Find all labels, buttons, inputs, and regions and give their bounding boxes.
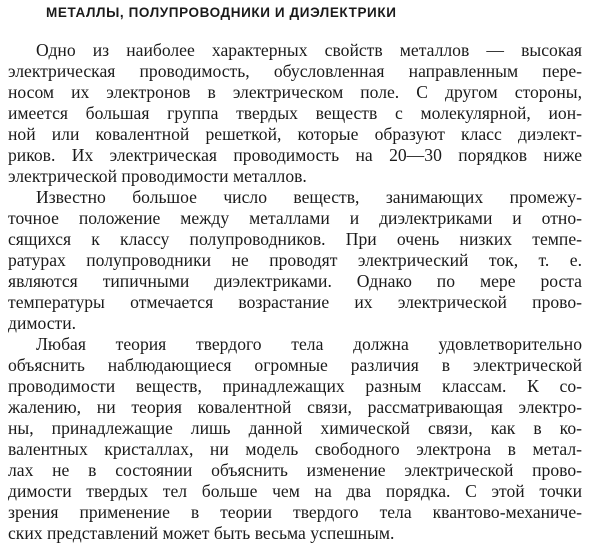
text-line: ских представлений может быть весьма успешным. xyxy=(8,523,395,543)
text-line: электрической проводимости металлов. xyxy=(8,166,307,186)
text-line: димости твердых тел больше чем на два порядка. С этой точки xyxy=(8,481,582,501)
paragraph-semiconductors xyxy=(8,187,582,334)
text-line: лах не в состоянии объяснить изменение электрической прово- xyxy=(8,460,582,480)
text-line: являются типичными диэлектриками. Однако по мере роста xyxy=(8,271,582,291)
text-line: проводимости веществ, принадлежащих разным классам. К со- xyxy=(8,376,582,396)
paragraph-metals xyxy=(8,40,582,187)
text-line: валентных кристаллах, ни модель свободного электрона в метал- xyxy=(8,439,582,459)
text-line: точное положение между металлами и диэлектриками и отно- xyxy=(8,208,582,228)
text-line: объяснить наблюдающиеся огромные различия в электрической xyxy=(8,355,582,375)
text-line: ратурах полупроводники не проводят электрический ток, т. е. xyxy=(8,250,582,270)
text-line: ной или ковалентной решеткой, которые образуют класс диэлект- xyxy=(8,124,582,144)
text-line: зрения применение в теории твердого тела квантово-механиче- xyxy=(8,502,582,522)
text-line: Известно большое число веществ, занимающих промежу- xyxy=(36,187,582,207)
text-line: сящихся к классу полупроводников. При очень низких темпе- xyxy=(8,229,582,249)
paragraph-theory xyxy=(8,334,582,544)
text-line: носом их электронов в электрическом поле. С другом стороны, xyxy=(8,82,582,102)
text-line: жалению, ни теория ковалентной связи, рассматривающая электро- xyxy=(8,397,582,417)
text-line: димости. xyxy=(8,313,77,333)
text-line: Любая теория твердого тела должна удовлетворительно xyxy=(36,334,582,354)
text-line: риков. Их электрическая проводимость на 20—30 порядков ниже xyxy=(8,145,582,165)
text-line: Одно из наиболее характерных свойств металлов — высокая xyxy=(36,40,582,60)
text-line: электрическая проводимость, обусловленная направленным пере- xyxy=(8,61,582,81)
text-line: температуры отмечается возрастание их электрической прово- xyxy=(8,292,582,312)
section-heading: МЕТАЛЛЫ, ПОЛУПРОВОДНИКИ И ДИЭЛЕКТРИКИ xyxy=(46,5,397,20)
text-line: имеется большая группа твердых веществ с молекулярной, ион- xyxy=(8,103,582,123)
text-line: ны, принадлежащие лишь данной химической связи, как в ко- xyxy=(8,418,582,438)
body-text xyxy=(8,40,582,544)
